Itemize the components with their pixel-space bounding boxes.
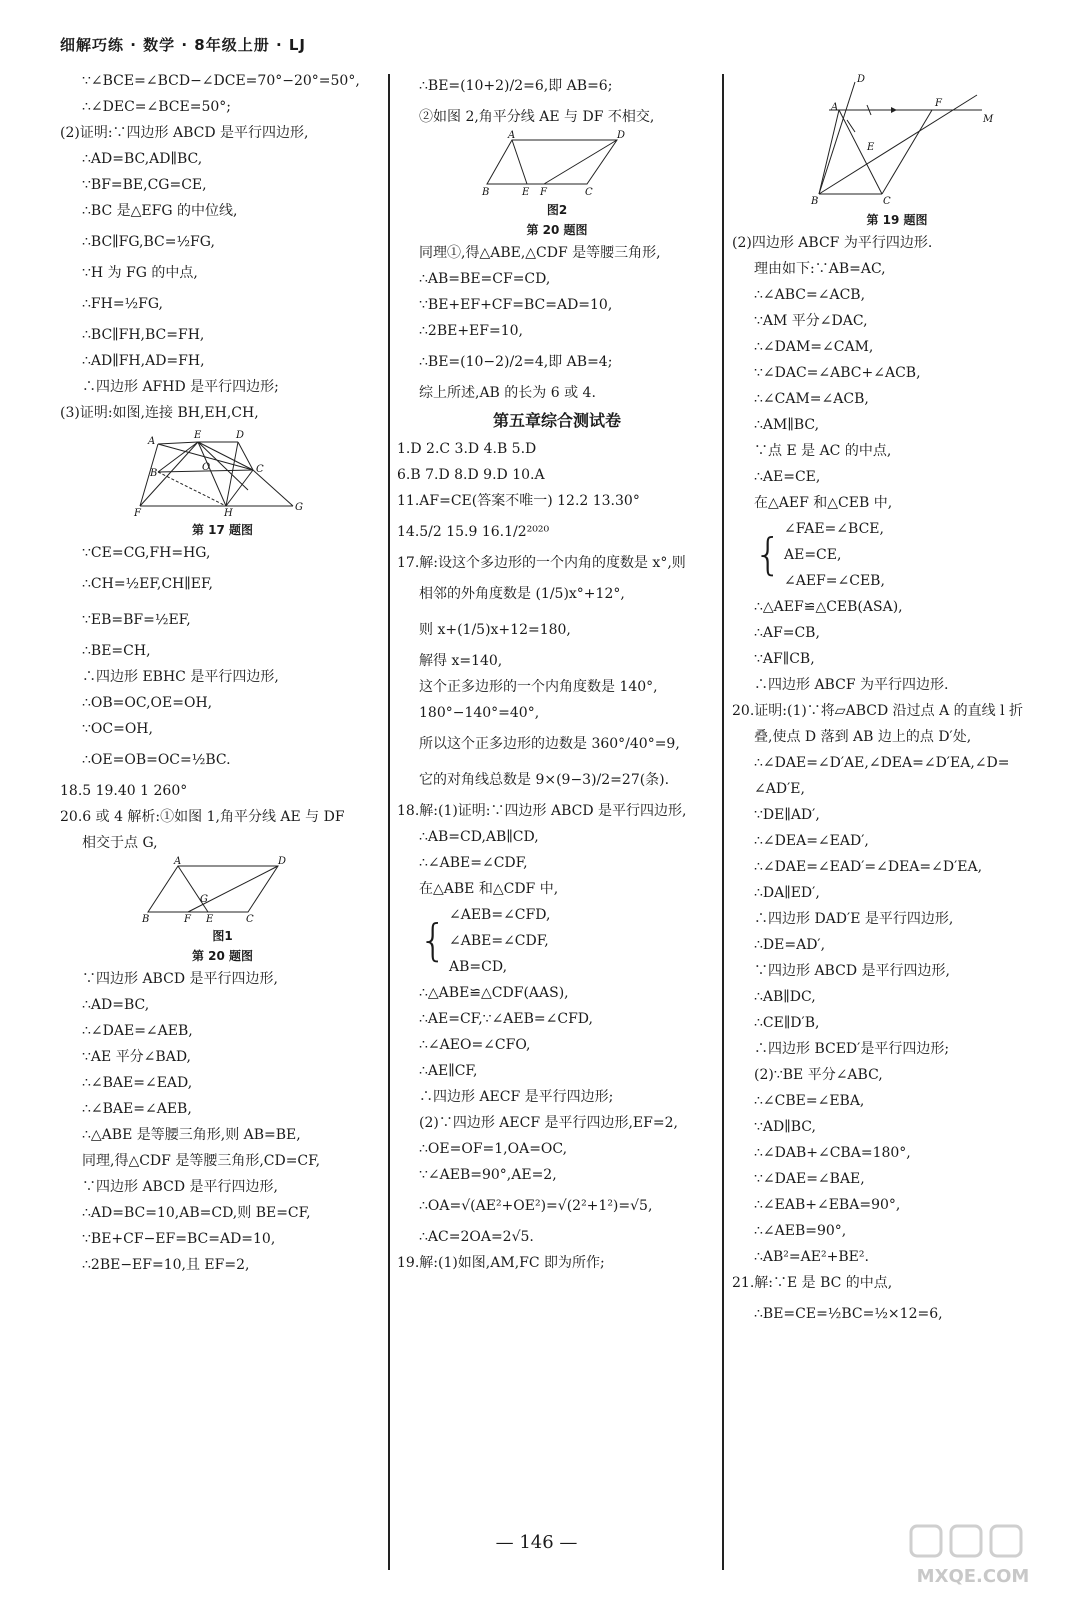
figure-caption: 第 20 题图 [526, 223, 588, 237]
svg-text:F: F [540, 187, 547, 198]
svg-text:F: F [935, 98, 942, 109]
text-line: ∴四边形 EBHC 是平行四边形, [82, 669, 279, 685]
svg-text:G: G [294, 502, 303, 513]
answer-18-19: 18.5 19.40 1 260° [60, 783, 188, 799]
text-line: 叠,使点 D 落到 AB 边上的点 D′处, [754, 729, 972, 745]
svg-text:B: B [482, 187, 490, 198]
text-line: ∴DA∥ED′, [754, 885, 820, 901]
svg-text:A: A [508, 130, 516, 141]
brace-item: ∠ABE=∠CDF, [449, 933, 549, 949]
text-line: 同理①,得△ABE,△CDF 是等腰三角形, [419, 245, 661, 261]
text-line: ∴AB=CD,AB∥CD, [419, 829, 539, 845]
text-line: ∵AD∥BC, [754, 1119, 816, 1135]
text-line: ∴CE∥D′B, [754, 1015, 820, 1031]
text-line: (2)四边形 ABCF 为平行四边形. [732, 235, 933, 251]
figure-caption: 第 19 题图 [866, 213, 928, 227]
text-line: ∴AF=CB, [754, 625, 820, 641]
text-line: 它的对角线总数是 9×(9−3)/2=27(条). [419, 772, 670, 788]
svg-text:H: H [223, 508, 233, 519]
text-line: ∴AD=BC, [82, 997, 150, 1013]
svg-text:D: D [277, 856, 286, 867]
text-line: ∵BE+EF+CF=BC=AD=10, [419, 297, 613, 313]
svg-text:B: B [141, 914, 149, 925]
text-line: ∴∠AEO=∠CFO, [419, 1037, 531, 1053]
answers-14-16: 14.5/2 15.9 16.1/2²⁰²⁰ [397, 524, 550, 540]
svg-text:C: C [585, 187, 593, 198]
figure-caption: 第 20 题图 [191, 949, 254, 963]
text-line: 综上所述,AB 的长为 6 或 4. [419, 385, 596, 401]
text-line: ∴BC∥FG,BC=½FG, [82, 234, 215, 250]
svg-text:E: E [867, 142, 875, 153]
text-line: ∴2BE+EF=10, [419, 323, 523, 339]
text-line: ∵CE=CG,FH=HG, [82, 545, 211, 561]
text-line: ∵OC=OH, [82, 721, 153, 737]
text-line: ∴AD=BC,AD∥BC, [82, 151, 203, 167]
text-line: 理由如下:∵AB=AC, [754, 261, 886, 277]
text-line: ∴BE=(10+2)/2=6,即 AB=6; [419, 78, 613, 94]
watermark-logo [893, 1520, 1053, 1590]
text-line: 同理,得△CDF 是等腰三角形,CD=CF, [82, 1153, 321, 1169]
text-line: (2)∵BE 平分∠ABC, [754, 1067, 883, 1083]
svg-text:B: B [149, 468, 157, 479]
text-line: ∴四边形 BCED′是平行四边形; [754, 1041, 950, 1057]
text-line: ∴AD=BC=10,AB=CD,则 BE=CF, [82, 1205, 311, 1221]
brace-item: ∠AEF=∠CEB, [784, 573, 885, 589]
svg-text:M: M [983, 114, 994, 125]
text-line: ∵AM 平分∠DAC, [754, 313, 868, 329]
text-line: ∵H 为 FG 的中点, [82, 265, 198, 281]
column-divider-1 [388, 74, 390, 1570]
column-2 [397, 68, 717, 1276]
text-line: ∵BF=BE,CG=CE, [82, 177, 207, 193]
text-line: ∴AB=BE=CF=CD, [419, 271, 551, 287]
text-line: ∴OB=OC,OE=OH, [82, 695, 213, 711]
text-line: ∴AB∥DC, [754, 989, 816, 1005]
text-line: ∵∠DAE=∠BAE, [754, 1171, 865, 1187]
text-line: ∵四边形 ABCD 是平行四边形, [754, 963, 950, 979]
text-line: 相邻的外角度数是 (1/5)x°+12°, [419, 586, 625, 602]
svg-text:E: E [522, 187, 530, 198]
text-line: 180°−140°=40°, [419, 705, 540, 721]
text-line: ∴BE=CH, [82, 643, 151, 659]
text-line: ∴△ABE≌△CDF(AAS), [419, 985, 569, 1001]
text-line: ∴BE=CE=½BC=½×12=6, [754, 1306, 943, 1322]
text-line: ∴∠DAE=∠D′AE,∠DEA=∠D′EA,∠D= [754, 755, 1010, 771]
text-line: ∴四边形 AFHD 是平行四边形; [82, 379, 279, 395]
text-line: (3)证明:如图,连接 BH,EH,CH, [60, 405, 259, 421]
answers-1-5: 1.D 2.C 3.D 4.B 5.D [397, 441, 537, 457]
text-line: ∴AE=CF,∵∠AEB=∠CFD, [419, 1011, 593, 1027]
text-line: 解得 x=140, [419, 653, 503, 669]
text-line: 这个正多边形的一个内角度数是 140°, [419, 679, 658, 695]
column-1 [60, 68, 385, 1278]
text-line: 20.证明:(1)∵将▱ABCD 沿过点 A 的直线 l 折 [732, 703, 1024, 719]
svg-text:C: C [245, 914, 254, 925]
condition-brace [397, 902, 717, 980]
text-line: ∴∠BAE=∠EAD, [82, 1075, 193, 1091]
figure-17 [60, 428, 385, 540]
svg-text:D: D [235, 430, 244, 441]
answers-11-13: 11.AF=CE(答案不唯一) 12.2 13.30° [397, 493, 640, 509]
text-line: ∵EB=BF=½EF, [82, 612, 191, 628]
text-line: ∴∠DAB+∠CBA=180°, [754, 1145, 911, 1161]
text-line: ∴BC 是△EFG 的中位线, [82, 203, 238, 219]
text-line: ∴OA=√(AE²+OE²)=√(2²+1²)=√5, [419, 1198, 653, 1214]
text-line: ∵四边形 ABCD 是平行四边形, [82, 971, 278, 987]
svg-text:A: A [831, 102, 839, 113]
text-line: ∵BE+CF−EF=BC=AD=10, [82, 1231, 276, 1247]
svg-text:E: E [193, 430, 201, 441]
text-line: ∴2BE−EF=10,且 EF=2, [82, 1257, 250, 1273]
brace-glyph: { [419, 915, 447, 966]
text-line: ∴△AEF≌△CEB(ASA), [754, 599, 903, 615]
text-line: ∴FH=½FG, [82, 296, 163, 312]
text-line: ∴BE=(10−2)/2=4,即 AB=4; [419, 354, 613, 370]
text-line: 相交于点 G, [82, 835, 158, 851]
text-line: ∵四边形 ABCD 是平行四边形, [82, 1179, 278, 1195]
column-3 [732, 68, 1062, 1332]
svg-text:A: A [173, 856, 181, 867]
figure-label: 图2 [546, 203, 568, 217]
text-line: ∴AM∥BC, [754, 417, 820, 433]
section-title: 第五章综合测试卷 [492, 411, 621, 430]
text-line: ∴∠DAE=∠EAD′=∠DEA=∠D′EA, [754, 859, 983, 875]
page-number: — 146 — [495, 1532, 578, 1553]
text-line: ∴∠CBE=∠EBA, [754, 1093, 865, 1109]
svg-text:O: O [201, 462, 210, 473]
watermark-text: MXQE.COM [916, 1566, 1030, 1587]
text-line: ∵AF∥CB, [754, 651, 815, 667]
text-line: ∴AE∥CF, [419, 1063, 478, 1079]
text-line: ∴∠DEA=∠EAD′, [754, 833, 869, 849]
text-line: ∴∠DEC=∠BCE=50°; [82, 99, 231, 115]
text-line: ∴∠DAE=∠AEB, [82, 1023, 193, 1039]
text-line: ∴AC=2OA=2√5. [419, 1229, 534, 1245]
svg-text:D: D [857, 74, 866, 85]
text-line: ∴∠EAB+∠EBA=90°, [754, 1197, 901, 1213]
column-divider-2 [722, 74, 724, 1570]
figure-20-2 [397, 132, 717, 240]
text-line: ∴AB²=AE²+BE². [754, 1249, 869, 1265]
text-line: ∴∠ABC=∠ACB, [754, 287, 866, 303]
svg-text:F: F [133, 508, 141, 519]
figure-20-1 [60, 858, 385, 966]
text-line: (2)∵四边形 AECF 是平行四边形,EF=2, [419, 1115, 678, 1131]
text-line: ∵∠DAC=∠ABC+∠ACB, [754, 365, 921, 381]
figure-label: 图1 [212, 929, 233, 943]
text-line: ∵∠AEB=90°,AE=2, [419, 1167, 557, 1183]
text-line: ∴BC∥FH,BC=FH, [82, 327, 205, 343]
svg-text:D: D [617, 130, 626, 141]
text-line: 则 x+(1/5)x+12=180, [419, 622, 571, 638]
svg-text:C: C [883, 196, 891, 207]
text-line: ∵∠BCE=∠BCD−∠DCE=70°−20°=50°, [82, 73, 360, 89]
text-line: ∵DE∥AD′, [754, 807, 820, 823]
brace-item: AB=CD, [449, 959, 508, 975]
text-line: 所以这个正多边形的边数是 360°/40°=9, [419, 736, 680, 752]
text-line: ∴△ABE 是等腰三角形,则 AB=BE, [82, 1127, 301, 1143]
text-line: ∴DE=AD′, [754, 937, 826, 953]
text-line: ∵点 E 是 AC 的中点, [754, 443, 892, 459]
text-line: ∴OE=OB=OC=½BC. [82, 752, 231, 768]
text-line: 21.解:∵E 是 BC 的中点, [732, 1275, 893, 1291]
text-line: ∴四边形 DAD′E 是平行四边形, [754, 911, 954, 927]
text-line: 在△ABE 和△CDF 中, [419, 881, 559, 897]
figure-19 [732, 70, 1062, 230]
text-line: ∴AD∥FH,AD=FH, [82, 353, 205, 369]
figure-caption: 第 17 题图 [191, 523, 254, 537]
answers-6-10: 6.B 7.D 8.D 9.D 10.A [397, 467, 545, 483]
svg-text:C: C [255, 464, 264, 475]
condition-brace [732, 516, 1062, 594]
text-line: ∵AE 平分∠BAD, [82, 1049, 191, 1065]
svg-text:A: A [147, 436, 155, 447]
text-line: ∴CH=½EF,CH∥EF, [82, 576, 213, 592]
text-line: ∴OE=OF=1,OA=OC, [419, 1141, 568, 1157]
brace-glyph: { [754, 529, 782, 580]
text-line: ∠AD′E, [754, 781, 805, 797]
brace-item: AE=CE, [784, 547, 842, 563]
text-line: ②如图 2,角平分线 AE 与 DF 不相交, [419, 109, 655, 125]
svg-text:B: B [811, 196, 819, 207]
brace-item: ∠AEB=∠CFD, [449, 907, 551, 923]
text-line: ∴∠DAM=∠CAM, [754, 339, 874, 355]
text-line: 在△AEF 和△CEB 中, [754, 495, 893, 511]
svg-text:G: G [199, 894, 208, 905]
text-line: ∴AE=CE, [754, 469, 821, 485]
text-line: ∴四边形 ABCF 为平行四边形. [754, 677, 949, 693]
page-header: 细解巧练 · 数学 · 8年级上册 · LJ [60, 36, 307, 54]
svg-text:F: F [183, 914, 191, 925]
answer-20: 20.6 或 4 解析:①如图 1,角平分线 AE 与 DF [60, 809, 345, 825]
text-line: 18.解:(1)证明:∵四边形 ABCD 是平行四边形, [397, 803, 687, 819]
text-line: 17.解:设这个多边形的一个内角的度数是 x°,则 [397, 555, 686, 571]
brace-item: ∠FAE=∠BCE, [784, 521, 884, 537]
text-line: ∴∠BAE=∠AEB, [82, 1101, 192, 1117]
text-line: ∴∠ABE=∠CDF, [419, 855, 528, 871]
text-line: ∴四边形 AECF 是平行四边形; [419, 1089, 614, 1105]
text-line: ∴∠CAM=∠ACB, [754, 391, 869, 407]
text-line: 19.解:(1)如图,AM,FC 即为所作; [397, 1255, 605, 1271]
text-line: ∴∠AEB=90°, [754, 1223, 847, 1239]
text-line: (2)证明:∵四边形 ABCD 是平行四边形, [60, 125, 309, 141]
svg-text:E: E [205, 914, 213, 925]
